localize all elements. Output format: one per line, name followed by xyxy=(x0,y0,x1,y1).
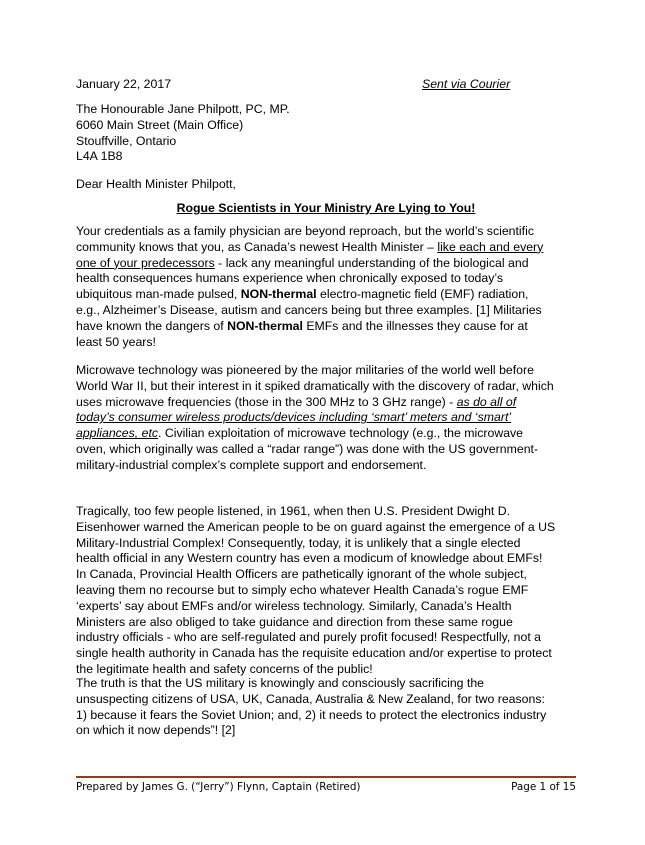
text-run: community knows that you, as Canada’s newest Health Minister – xyxy=(76,239,438,254)
text-run: EMFs and the illnesses they cause for at xyxy=(302,318,528,333)
underlined-italic-text: today’s consumer wireless products/devices including ‘smart’ meters and ‘smart’ xyxy=(76,410,512,425)
page-footer xyxy=(76,781,576,794)
address-line: L4A 1B8 xyxy=(76,149,123,164)
paragraph-line: Eisenhower warned the American people to be on guard against the emergence of a US xyxy=(76,519,556,534)
paragraph-2 xyxy=(76,363,576,474)
paragraph-line: Your credentials as a family physician are beyond reproach, but the world’s scientific xyxy=(76,224,534,238)
paragraph-line: Ministers are also obliged to take guidance and direction from these same rogue xyxy=(76,614,513,629)
bold-text: NON-thermal xyxy=(227,318,303,333)
text-run: electro-magnetic field (EMF) radiation, xyxy=(316,287,529,302)
underlined-text: one of your predecessors xyxy=(76,255,215,270)
page-number: Page 1 of 15 xyxy=(511,781,576,793)
paragraph-line: least 50 years! xyxy=(76,334,156,349)
paragraph-4 xyxy=(76,676,576,739)
underlined-text: like each and every xyxy=(437,239,544,254)
paragraph-line: leaving them no recourse but to simply echo whatever Health Canada’s rogue EMF xyxy=(76,582,529,597)
text-run: . Civilian exploitation of microwave technology (e.g., the microwave xyxy=(158,426,524,441)
delivery-method: Sent via Courier xyxy=(422,77,511,91)
underlined-italic-text: appliances, etc xyxy=(76,426,159,441)
paragraph-line: military-industrial complex’s complete support and endorsement. xyxy=(76,457,427,472)
date-line xyxy=(76,77,514,92)
underlined-italic-text: as do all of xyxy=(456,394,517,409)
salutation: Dear Health Minister Philpott, xyxy=(76,177,236,191)
text-run: uses microwave frequencies (those in the 300 MHz to 3 GHz range) - xyxy=(76,394,457,409)
paragraph-line xyxy=(76,426,576,442)
paragraph-line: Microwave technology was pioneered by the major militaries of the world well before xyxy=(76,363,534,377)
footer-divider xyxy=(76,776,576,778)
paragraph-line xyxy=(76,240,576,256)
paragraph-line: oven, which originally was called a “radar range”) was done with the US government- xyxy=(76,441,539,456)
paragraph-line: health consequences humans experience when chronically exposed to today’s xyxy=(76,271,504,286)
paragraph-line xyxy=(76,287,576,303)
paragraph-line xyxy=(76,410,576,426)
text-run: ubiquitous man-made pulsed, xyxy=(76,287,241,302)
address-line: 6060 Main Street (Main Office) xyxy=(76,117,244,132)
paragraph-line: ‘experts’ say about EMFs and/or wireless technology. Similarly, Canada’s Health xyxy=(76,598,512,613)
paragraph-line xyxy=(76,256,576,272)
paragraph-line: 1) because it fears the Soviet Union; and, 2) it needs to protect the electronics industry xyxy=(76,707,547,722)
text-run: have known the dangers of xyxy=(76,318,228,333)
letter-date: January 22, 2017 xyxy=(76,77,172,91)
paragraph-1 xyxy=(76,224,576,350)
paragraph-line: health official in any Western country has even a modicum of knowledge about EMFs! xyxy=(76,551,543,566)
paragraph-3 xyxy=(76,504,576,678)
paragraph-line xyxy=(76,319,576,335)
paragraph-line: In Canada, Provincial Health Officers are pathetically ignorant of the whole subject, xyxy=(76,567,527,582)
address-line: The Honourable Jane Philpott, PC, MP. xyxy=(76,102,290,116)
paragraph-line: e.g., Alzheimer’s Disease, autism and cancers being but three examples. [1] Militaries xyxy=(76,302,542,317)
paragraph-line xyxy=(76,395,576,411)
address-line: Stouffville, Ontario xyxy=(76,133,177,148)
paragraph-line: the legitimate health and safety concerns of the public! xyxy=(76,661,373,676)
recipient-address xyxy=(76,102,290,165)
paragraph-line: single health authority in Canada has the requisite education and/or expertise to protect xyxy=(76,646,552,661)
paragraph-line: industry officials - who are self-regulated and purely profit focused! Respectfully, not a xyxy=(76,630,542,645)
paragraph-line: Military-Industrial Complex! Consequently, today, it is unlikely that a single elected xyxy=(76,535,521,550)
subject-heading: Rogue Scientists in Your Ministry Are Lying to You! xyxy=(176,201,476,215)
paragraph-line: Tragically, too few people listened, in 1961, when then U.S. President Dwight D. xyxy=(76,504,511,518)
footer-author: Prepared by James G. (“Jerry”) Flynn, Captain (Retired) xyxy=(76,781,361,793)
bold-text: NON-thermal xyxy=(240,287,317,302)
text-run: - lack any meaningful understanding of the biological and xyxy=(214,255,529,270)
paragraph-line: The truth is that the US military is knowingly and consciously sacrificing the xyxy=(76,676,485,690)
paragraph-line: on which it now depends”! [2] xyxy=(76,723,236,738)
paragraph-line: unsuspecting citizens of USA, UK, Canada, Australia & New Zealand, for two reasons: xyxy=(76,691,545,706)
paragraph-line: World War II, but their interest in it spiked dramatically with the discovery of radar, which xyxy=(76,378,554,393)
